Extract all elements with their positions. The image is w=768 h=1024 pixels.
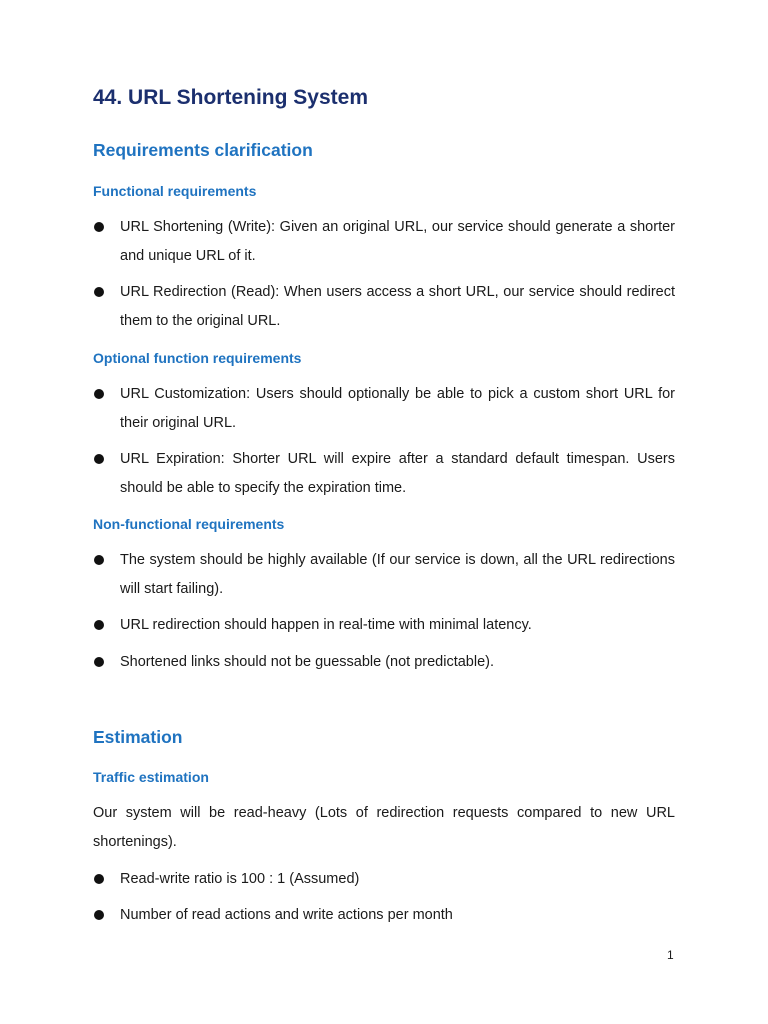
section-heading-requirements: Requirements clarification	[93, 140, 313, 160]
page-number: 1	[667, 948, 674, 962]
list-item	[93, 213, 675, 271]
bullet-icon	[94, 874, 104, 884]
list-item	[93, 611, 675, 640]
subheading-traffic: Traffic estimation	[93, 769, 209, 785]
paragraph: Our system will be read-heavy (Lots of redirection requests compared to new URL shortenings).	[93, 805, 675, 850]
list-item-text: URL Redirection (Read): When users access a short URL, our service should redirect them to the original URL.	[120, 284, 675, 329]
bullet-icon	[94, 222, 104, 232]
bullet-icon	[94, 910, 104, 920]
bullet-icon	[94, 454, 104, 464]
subheading-nonfunctional: Non-functional requirements	[93, 516, 285, 532]
subheading-functional: Functional requirements	[93, 183, 257, 199]
list-item	[93, 546, 675, 604]
list-item	[93, 380, 675, 438]
list-item-text: URL Expiration: Shorter URL will expire after a standard default timespan. Users should be able to specify the expiration time.	[120, 451, 675, 496]
list-item	[93, 278, 675, 336]
bullet-icon	[94, 657, 104, 667]
list-item-text: The system should be highly available (If our service is down, all the URL redirections will start failing).	[120, 552, 675, 597]
section-heading-estimation: Estimation	[93, 727, 183, 747]
subheading-optional: Optional function requirements	[93, 350, 302, 366]
list-item-text: URL redirection should happen in real-time with minimal latency.	[120, 617, 532, 633]
list-item-text: Number of read actions and write actions per month	[120, 907, 453, 923]
list-item	[93, 901, 675, 930]
list-item-text: URL Customization: Users should optionally be able to pick a custom short URL for their original URL.	[120, 386, 675, 431]
list-item	[93, 648, 675, 677]
list-item-text: URL Shortening (Write): Given an original URL, our service should generate a shorter and unique URL of it.	[120, 219, 675, 264]
bullet-icon	[94, 555, 104, 565]
page-title: 44. URL Shortening System	[93, 86, 369, 109]
bullet-icon	[94, 620, 104, 630]
list-item-text: Read-write ratio is 100 : 1 (Assumed)	[120, 871, 360, 887]
bullet-icon	[94, 287, 104, 297]
bullet-icon	[94, 389, 104, 399]
list-item-text: Shortened links should not be guessable (not predictable).	[120, 654, 495, 670]
list-item	[93, 865, 675, 894]
list-item	[93, 445, 675, 503]
